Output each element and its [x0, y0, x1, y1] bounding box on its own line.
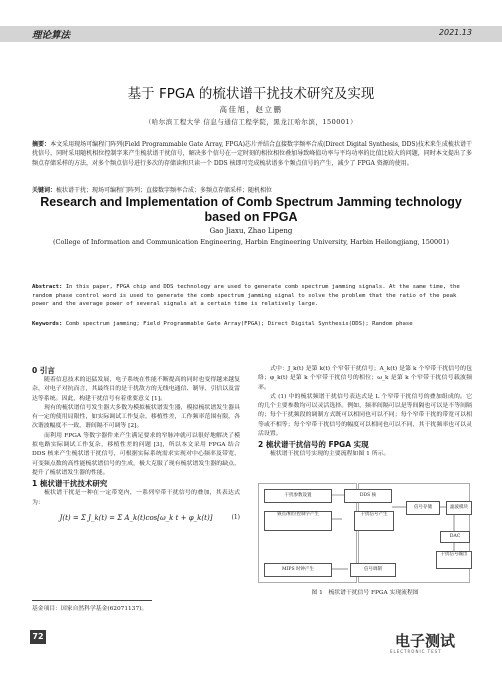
box-filter: 滤波模块 — [446, 501, 472, 515]
section-name: 理论算法 — [32, 30, 71, 41]
equation-1 — [32, 508, 240, 528]
journal-logo-subtitle: ELECTRONIC TEST — [390, 649, 442, 654]
paragraph: 而利用 FPGA 等数字器件来产生满足要求的窄脉冲就可以很好地解决了模拟电路实际调试工作复杂，移植性差的问题 [3]，所以本文采用 FPGA 结合 DDS 核来产生梳状谱干扰信号，可根据实际系统需求实现对中心频率及带宽、可变频点数的高性能梳状谱信号的生成，极大克服了现有梳状谱发生器的缺点，提升了梳状谱发生器的性能。 — [32, 432, 240, 476]
heading-section-1: 1 梳状谱干扰技术研究 — [32, 479, 108, 489]
box-jamming-generation: 干扰信号产生 — [354, 511, 394, 531]
abstract-en-label: Abstract: — [32, 284, 63, 290]
paragraph: 梳状谱干扰信号实现的主要流程如图 1 所示。 — [270, 451, 390, 458]
keywords-chinese — [32, 185, 472, 194]
left-column — [32, 365, 240, 528]
keywords-text: 梳状谱干扰；现场可编程门阵列；直接数字频率合成；多频点存储采样；随机相位 — [56, 187, 273, 194]
box-mips-clock: MIPS 时钟产生 — [264, 563, 332, 577]
issue-number: 2021.13 — [438, 28, 472, 37]
abstract-chinese — [32, 140, 472, 168]
paragraph: 式 (1) 中的梳状频谱干扰信号表达式是 L 个窄带干扰信号的叠加组成的。它的几个主要参数均可以灵活选择。例如，频率间隔可以是等间隔也可以是不等间隔的；每个干扰频段的调制方式既可以相同也可以不同；每个窄带干扰的带宽可以相等或不相等；每个窄带干扰信号的幅度可以相同也可以不同，其干扰频率也可以灵活设置。 — [258, 393, 472, 438]
abstract-text: 本文采用现场可编程门阵列(Field Programmable Gate Array, FPGA)芯片并结合直接数字频率合成(Direct Digital Synthesis, DDS)技术来生成梳状谱干扰信号，同时采用随机相位控制字来产生梳状谱干扰信号，解决多个信号在一定时刻的相位相位叠加导致峰值功率与平均功率的比值比较大的问题，同时本文提出了多频点存储采样的方法，对多个频点信号进行多次的存储读和只读一个 DDS 核即可完成梳状谱多个频点信号的产生，减少了 FPGA 资源的使用。 — [32, 141, 472, 167]
footnote-divider — [32, 600, 152, 601]
keywords-english — [32, 320, 472, 329]
figure-1-flowchart — [258, 483, 472, 583]
heading-introduction: 0 引言 — [32, 366, 55, 375]
equation-body: J(t) = Σ J_k(t) = Σ A_k(t)cos[ω_k t + φ_k(t)] — [59, 513, 213, 522]
figure-caption: 图 1 梳状谱干扰信号 FPGA 实现流程图 — [311, 590, 419, 596]
box-dac: DAC — [440, 531, 470, 543]
funding-note: 基金项目：国家自然科学基金(62071137)。 — [32, 606, 148, 612]
title-english: Research and Implementation of Comb Spectrum Jamming technology based on FPGA — [40, 195, 462, 224]
paragraph: 现有的梳状谱信号发生器大多数为模拟梳状谱发生器，模拟梳状谱发生器具有一定的使用局限性，如实际调试工作复杂，移植性差，工作频率范围有限，各次谐波幅度不一致，谐间隔不可调等 [2]。 — [32, 404, 240, 430]
box-signal-storage: 信号存储 — [406, 501, 440, 515]
box-signal-output: 干扰信号输出 — [436, 551, 472, 569]
equation-number: (1) — [231, 513, 240, 521]
abstract-label: 摘要： — [32, 141, 51, 148]
box-dds-core: DDS 核 — [344, 489, 392, 503]
heading-section-2: 2 梳状谱干扰信号的 FPGA 实现 — [258, 440, 369, 450]
box-parameter-setup: 干扰参数设置 — [264, 489, 332, 503]
paragraph: 随着信息技术的迅猛发展，电子系统在性能不断提高的同时也变得越来越复杂，对电子对抗而言，其最终目的是干扰敌方的无线电通信、制导、引信以及雷达等系统。因此，构建干扰信号有着重要意义 [1]。 — [32, 377, 240, 402]
authors-chinese: 高佳旭，赵立鹏 — [219, 105, 283, 114]
affiliation-chinese: （哈尔滨工程大学 信息与通信工程学院，黑龙江哈尔滨，150001） — [144, 118, 358, 126]
box-signal-modulation: 信号调制 — [350, 563, 396, 577]
page-number: 72 — [30, 630, 46, 644]
paragraph: 式中：J_k(t) 是第 k(t) 个窄带干扰信号；A_k(t) 是第 k 个窄带干扰信号的包络；φ_k(t) 是第 k 个窄带干扰信号的相位；ω_k 是第 k 个窄带干扰信号载波频率。 — [258, 366, 472, 391]
right-column — [258, 365, 472, 460]
affiliation-english: (College of Information and Communication Engineering, Harbin Engineering University, Harbin Heilongjiang, 150001) — [52, 238, 449, 246]
box-control-word: 频点/相位控制字产生 — [264, 511, 332, 531]
journal-logo: 电子测试 — [395, 632, 456, 650]
keywords-en-label: Keywords: — [32, 321, 63, 327]
title-chinese: 基于 FPGA 的梳状谱干扰技术研究及实现 — [127, 86, 375, 102]
journal-header-bar — [0, 26, 502, 42]
abstract-english — [32, 283, 472, 309]
keywords-en-text: Comb spectrum jamming; Field Programmable Gate Array(FPGA); Direct Digital Synthesis(DDS); Random phase — [65, 321, 413, 327]
paragraph: 梳状谱干扰是一种在一定带宽内，一系列窄带干扰信号的叠加，其表达式为： — [32, 490, 240, 506]
abstract-en-text: In this paper, FPGA chip and DDS technology are used to generate comb spectrum jamming signals. At the same time, the random phase control word is used to generate the comb spectrum jamming signal to solve the problem that the ratio of the peak power and the average power of several signals at a certain time is relatively large. — [32, 284, 460, 308]
authors-english: Gao Jiaxu, Zhao Lipeng — [209, 227, 293, 235]
keywords-label: 关键词： — [32, 187, 57, 194]
